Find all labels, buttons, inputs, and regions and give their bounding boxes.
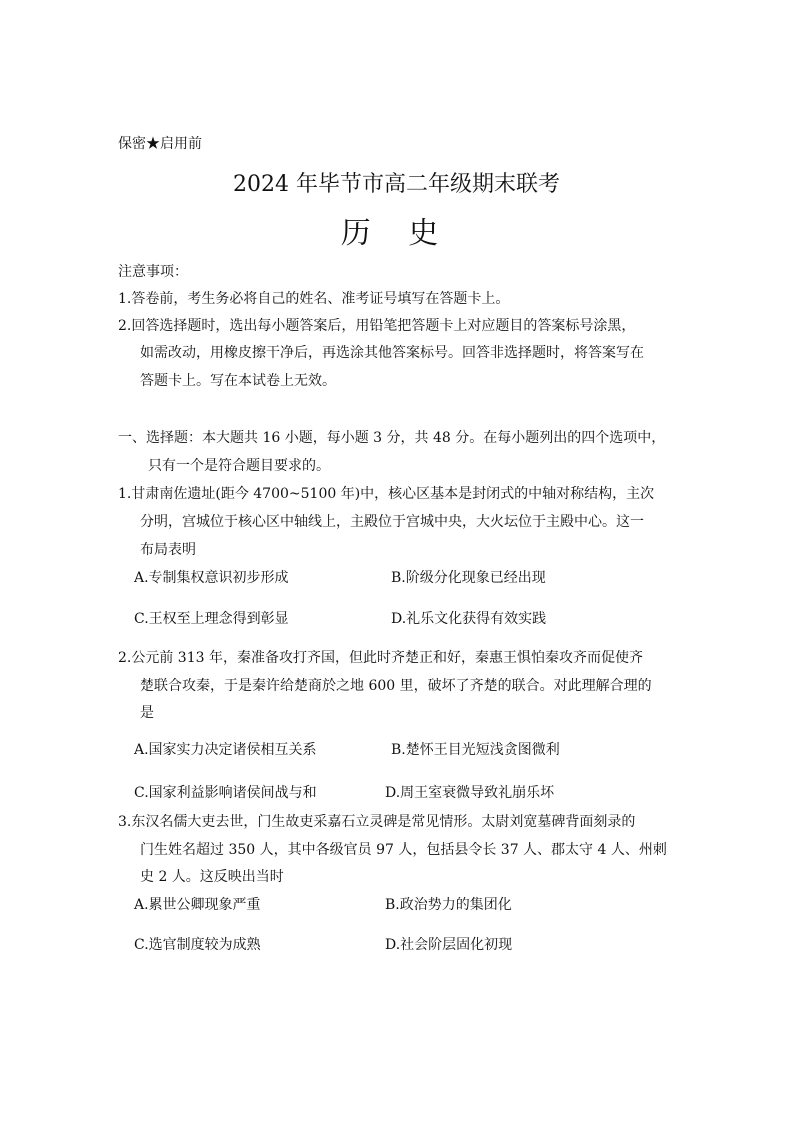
notice-heading: 注意事项： (118, 264, 188, 280)
question-1-option-c: C.王权至上理念得到彰显 (134, 611, 289, 627)
question-2-option-a: A.国家实力决定诸侯相互关系 (134, 742, 317, 758)
question-2-stem-line-3: 是 (140, 705, 154, 721)
question-1-stem-line-3: 布局表明 (140, 542, 196, 558)
question-1-stem-line-1: 1.甘肃南佐遗址(距今 4700~5100 年)中，核心区基本是封闭式的中轴对称结构，主次 (118, 486, 655, 502)
exam-title: 2024 年毕节市高二年级期末联考 (233, 172, 560, 197)
question-3-option-c: C.选官制度较为成熟 (134, 937, 261, 953)
question-2-option-d: D.周王室衰微导致礼崩乐坏 (385, 785, 555, 801)
question-1-option-b: B.阶级分化现象已经出现 (391, 570, 546, 586)
question-3-stem-line-2: 门生姓名超过 350 人，其中各级官员 97 人，包括县令长 37 人、郡太守 4 人、州刺 (140, 842, 667, 858)
notice-item-2-line-3: 答题卡上。写在本试卷上无效。 (140, 373, 336, 389)
subject-title: 历 史 (340, 216, 453, 251)
question-3-option-a: A.累世公卿现象严重 (134, 897, 261, 913)
question-3-option-b: B.政治势力的集团化 (385, 897, 512, 913)
section-1-heading: 一、选择题：本大题共 16 小题，每小题 3 分，共 48 分。在每小题列出的四个选项中， (118, 430, 666, 446)
question-2-stem-line-2: 楚联合攻秦，于是秦许给楚商於之地 600 里，破坏了齐楚的联合。对此理解合理的 (140, 678, 652, 694)
question-2-option-b: B.楚怀王目光短浅贪图微利 (391, 742, 560, 758)
question-3-stem-line-1: 3.东汉名儒大吏去世，门生故吏采嘉石立灵碑是常见情形。太尉刘宽墓碑背面刻录的 (118, 814, 636, 830)
question-2-option-c: C.国家利益影响诸侯间战与和 (134, 785, 317, 801)
question-1-stem-line-2: 分明，宫城位于核心区中轴线上，主殿位于宫城中央，大火坛位于主殿中心。这一 (140, 514, 644, 530)
question-3-option-d: D.社会阶层固化初现 (385, 937, 513, 953)
notice-item-2-line-1: 2.回答选择题时，选出每小题答案后，用铅笔把答题卡上对应题目的答案标号涂黑， (118, 318, 636, 334)
question-1-option-d: D.礼乐文化获得有效实践 (391, 611, 547, 627)
question-2-stem-line-1: 2.公元前 313 年，秦准备攻打齐国，但此时齐楚正和好，秦惠王惧怕秦攻齐而促使齐 (118, 650, 643, 666)
question-1-option-a: A.专制集权意识初步形成 (134, 570, 289, 586)
notice-item-2-line-2: 如需改动，用橡皮擦干净后，再选涂其他答案标号。回答非选择题时，将答案写在 (140, 345, 644, 361)
confidential-label: 保密★启用前 (118, 136, 202, 152)
notice-item-1: 1.答卷前，考生务必将自己的姓名、准考证号填写在答题卡上。 (118, 291, 510, 307)
section-1-heading-cont: 只有一个是符合题目要求的。 (148, 458, 330, 474)
question-3-stem-line-3: 史 2 人。这反映出当时 (140, 869, 284, 885)
